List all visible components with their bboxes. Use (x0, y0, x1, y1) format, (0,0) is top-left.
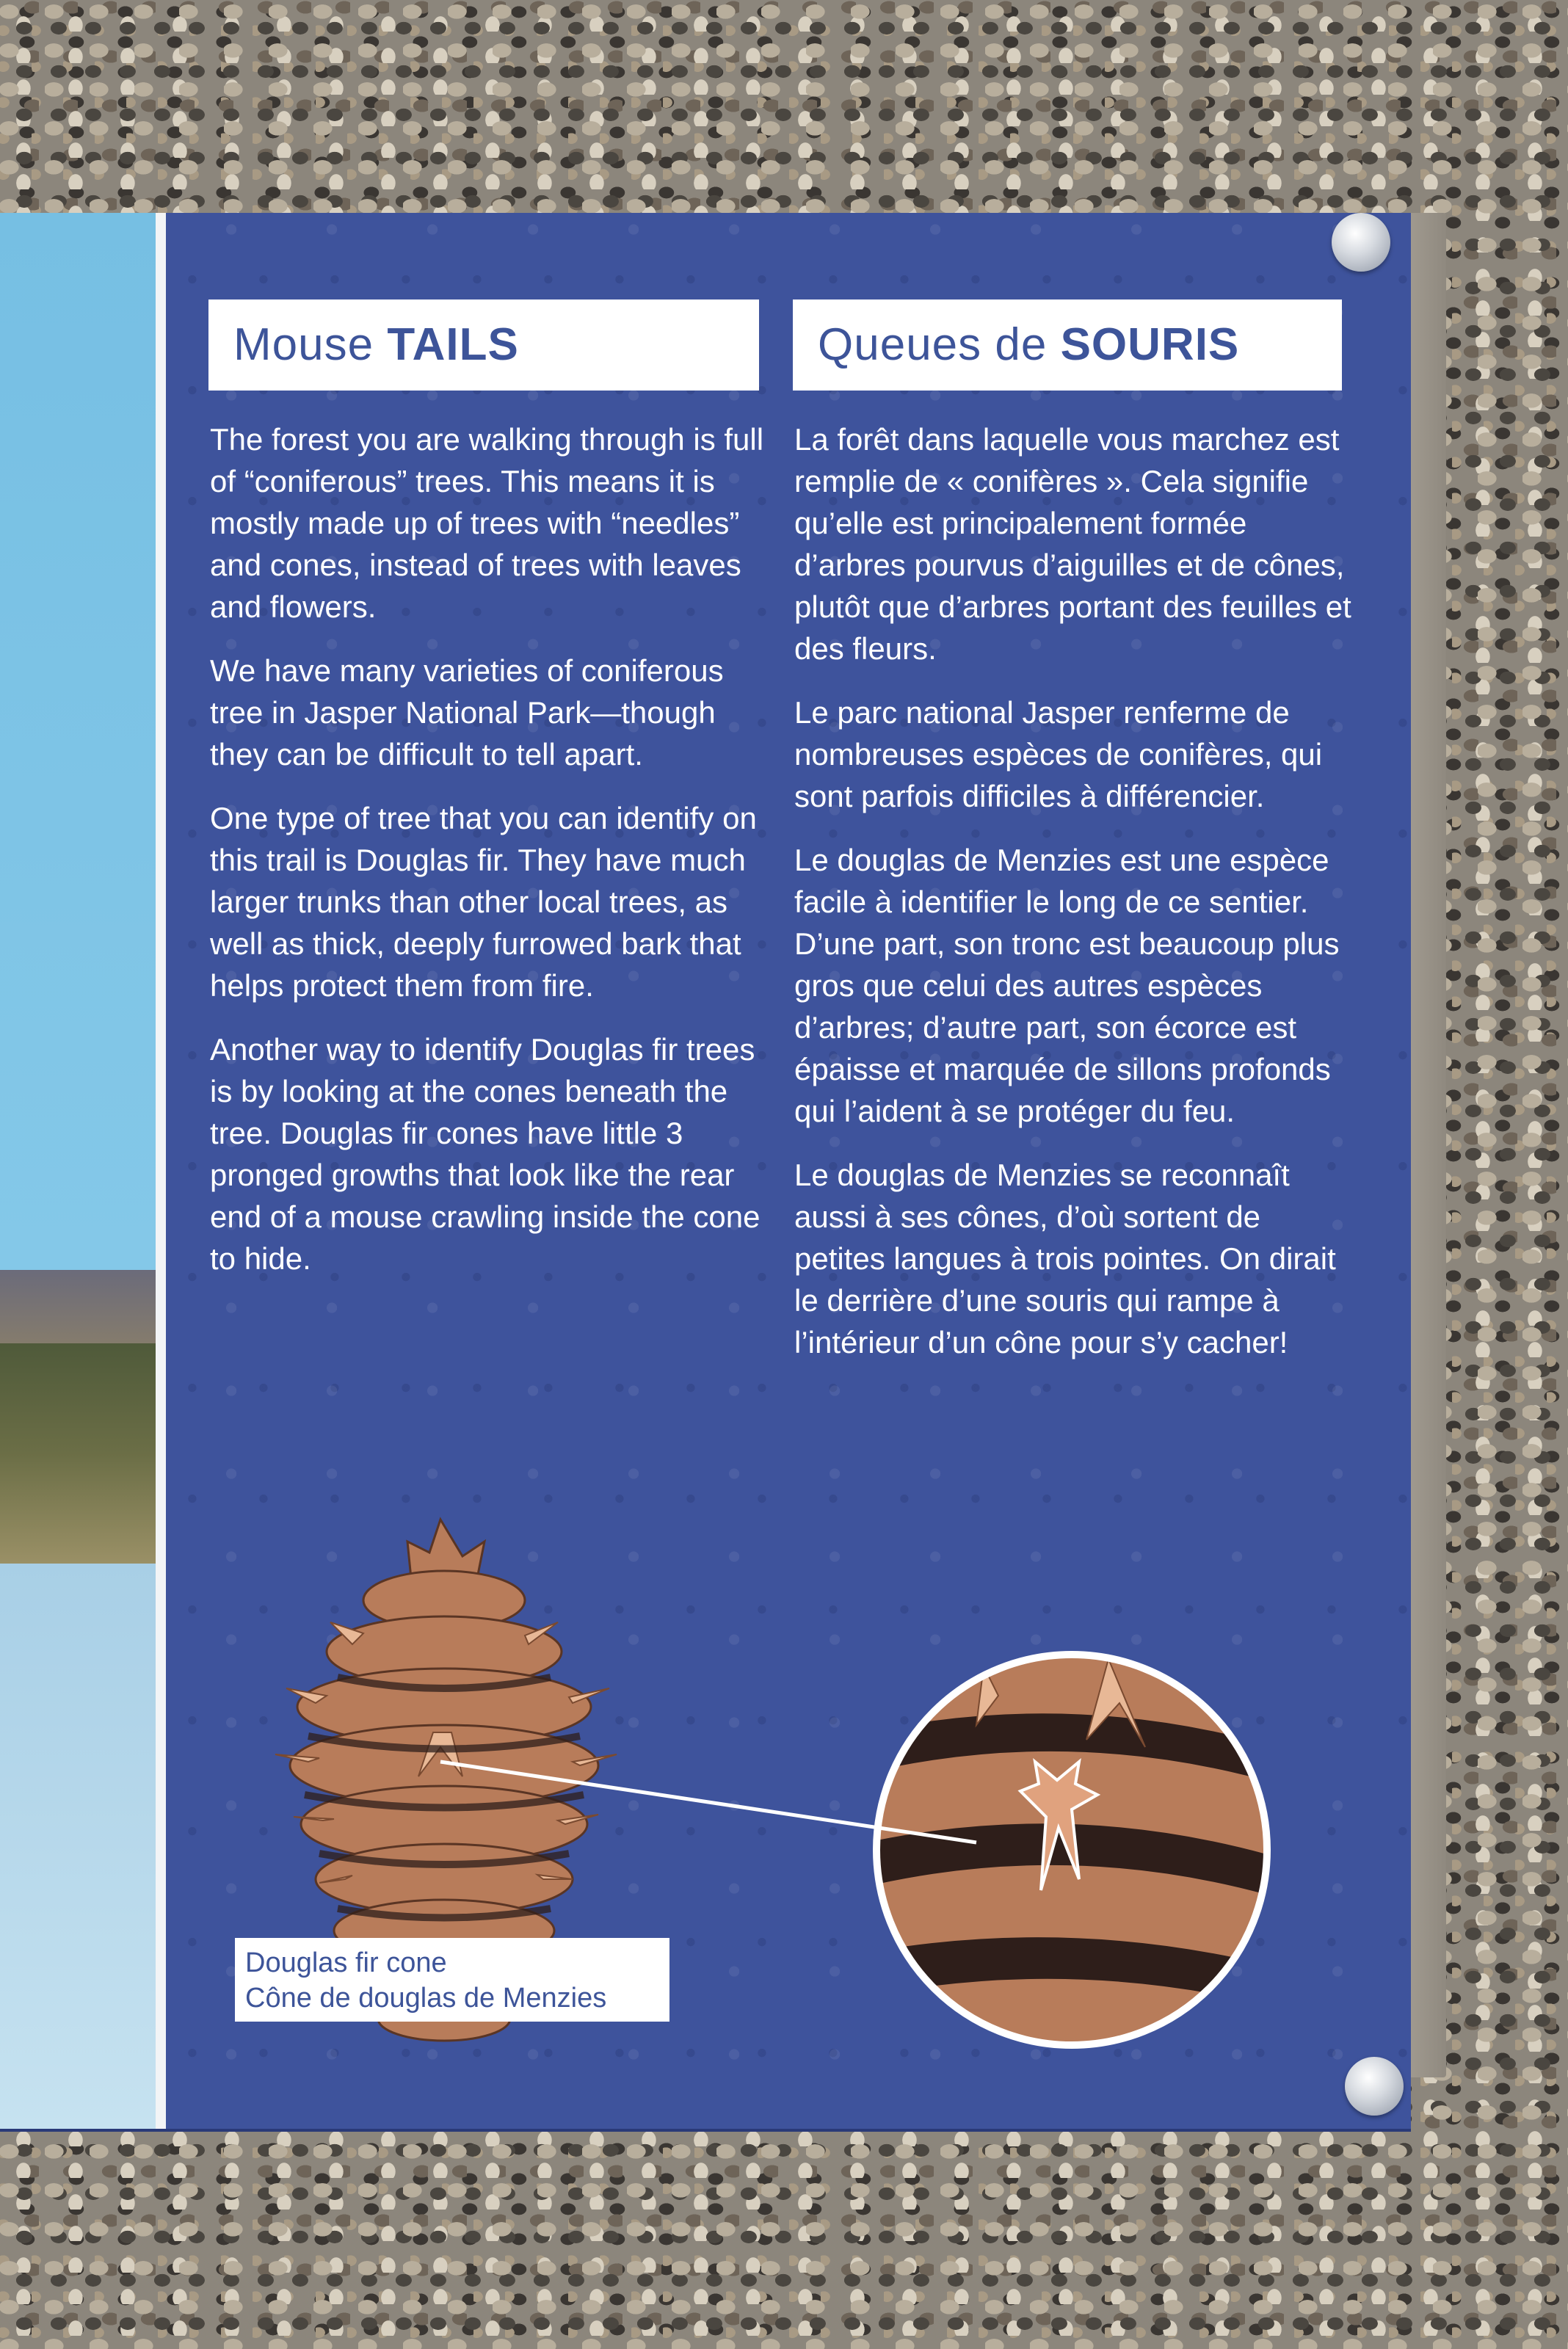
english-paragraph: Another way to identify Douglas fir trees is by looking at the cones beneath the tree. Douglas fir cones have little 3 pronged growths that look like the rear end of a mouse crawling inside the cone to hide. (210, 1032, 761, 1276)
french-heading-light: Queues de (818, 319, 1061, 370)
interpretive-sign (0, 213, 1411, 2132)
lake-illustration (0, 1564, 156, 2129)
caption-french: Cône de douglas de Menzies (245, 1983, 607, 2014)
english-heading-light: Mouse (233, 319, 388, 370)
french-paragraph: Le parc national Jasper renferme de nombreuses espèces de conifères, qui sont parfois difficiles à différencier. (794, 695, 1323, 813)
forest-silhouette (0, 1343, 156, 1564)
english-paragraph: One type of tree that you can identify on this trail is Douglas fir. They have much larger trunks than other local trees, as well as thick, deeply furrowed bark that helps protect them from fire. (210, 801, 757, 1003)
panel-divider (156, 213, 166, 2129)
caption-english: Douglas fir cone (245, 1947, 447, 1978)
english-heading (208, 299, 759, 391)
mounting-bolt-top (1332, 213, 1390, 272)
french-paragraph: Le douglas de Menzies se reconnaît aussi à ses cônes, d’où sortent de petites langues à trois pointes. On dirait le derrière d’une souris qui rampe à l’intérieur d’un cône pour s’y cacher! (794, 1158, 1336, 1359)
english-paragraph: We have many varieties of coniferous tree in Jasper National Park—though they can be difficult to tell apart. (210, 653, 724, 771)
english-paragraph: The forest you are walking through is full of “coniferous” trees. This means it is mostly made up of trees with “needles” and cones, instead of trees with leaves and flowers. (210, 422, 764, 624)
english-heading-bold: TAILS (387, 319, 519, 370)
french-paragraph: Le douglas de Menzies est une espèce facile à identifier le long de ce sentier. D’une part, son tronc est beaucoup plus gros que celui des autres espèces d’arbres; d’autre part, son écorce est épaisse et marquée de sillons profonds qui l’aident à se protéger du feu. (794, 843, 1340, 1128)
mounting-bolt-bottom (1345, 2057, 1404, 2116)
french-paragraph: La forêt dans laquelle vous marchez est remplie de « conifères ». Cela signifie qu’elle est principalement formée d’arbres pourvus d’aiguilles et de cônes, plutôt que d’arbres portant des feuilles et des fleurs. (794, 422, 1351, 666)
french-heading (793, 299, 1342, 391)
cone-magnified-detail (866, 1644, 1277, 2055)
cone-caption (235, 1938, 669, 2022)
english-text-column (210, 418, 768, 1301)
french-heading-bold: SOURIS (1060, 319, 1240, 370)
french-text-column (794, 418, 1360, 1385)
landscape-illustration (0, 213, 156, 2129)
